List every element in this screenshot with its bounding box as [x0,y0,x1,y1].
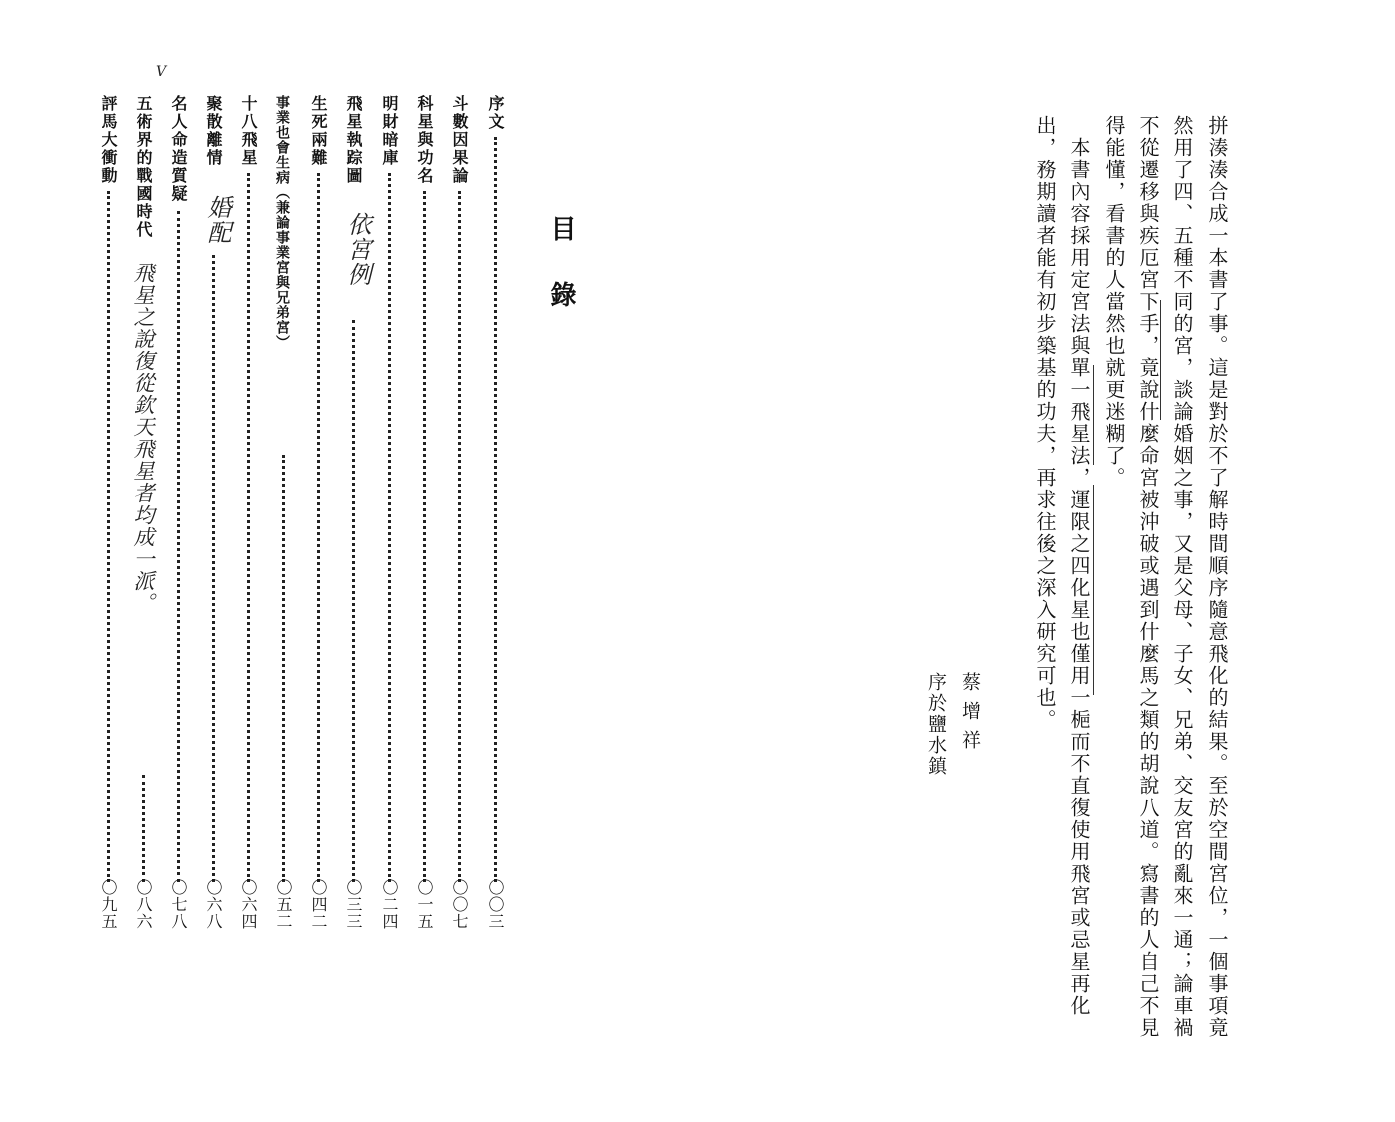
toc-entry-label: 斗數因果論 [450,95,469,185]
toc-entry [413,95,437,930]
underline-mark [1093,485,1094,695]
toc-entry-page: 〇七八 [169,879,188,930]
toc-leader-dots [107,191,110,882]
toc-entry-page: 〇四二 [309,879,328,930]
preface-place: 序於鹽水鎮 [925,672,947,777]
toc-entry [167,95,191,930]
toc-entry [272,95,296,930]
toc-entry-label: 明財暗庫 [380,95,399,167]
toc-entry [378,95,402,930]
toc-entry-label: 事業也會生病（兼論事業宮與兄弟宮） [274,95,290,350]
preface-line: 本書內容採用定宮法與單一飛星法，運限之四化星也僅用一梔而不直復使用飛宮或忌星再化 [1067,115,1091,1017]
toc-title: 目錄 [546,215,576,347]
toc-entry-label: 生死兩難 [309,95,328,167]
toc-entry-page: 〇〇三 [486,879,505,930]
preface-line: 拼湊湊合成一本書了事。這是對於不了解時間順序隨意飛化的結果。至於空間宮位，一個事項竟 [1205,115,1229,1039]
toc-entry-label: 名人命造質疑 [169,95,188,203]
toc-leader-dots [212,255,215,882]
handwritten-note: 依宮例 [343,212,371,287]
toc-entry-label: 五術界的戰國時代 [134,95,153,239]
toc-entry-label: 飛星執踪圖 [344,95,363,185]
toc-leader-dots [282,455,285,882]
toc-entry [484,95,508,930]
handwritten-note: 飛星之說復從欽天飛星者均成一派。 [131,262,155,614]
toc-leader-dots [423,191,426,882]
handwritten-mark: V [153,64,169,81]
preface-author: 蔡增祥 [959,672,981,759]
preface-line: 不從遷移與疾厄宮下手，竟說什麼命宮被沖破或遇到什麼馬之類的胡說八道。寫書的人自己不見 [1136,115,1160,1039]
toc-leader-dots [458,191,461,882]
toc-entry-label: 評馬大衝動 [99,95,118,185]
toc-entry-page: 〇九五 [99,879,118,930]
preface-line: 出，務期讀者能有初步築基的功夫，再求往後之深入研究可也。 [1033,115,1057,731]
toc-leader-dots [388,173,391,882]
preface-line: 然用了四、五種不同的宮，談論婚姻之事，又是父母、子女、兄弟、交友宮的亂來一通；論車禍 [1170,115,1194,1039]
toc-entry-page: 〇一五 [415,879,434,930]
toc-leader-dots [494,137,497,882]
toc-entry-page: 〇二四 [380,879,399,930]
toc-leader-dots [247,173,250,882]
toc-entry-label: 聚散離情 [204,95,223,167]
preface-line: 得能懂，看書的人當然也就更迷糊了。 [1102,115,1126,489]
toc-entry-label: 序文 [486,95,505,131]
toc-entry-page: 〇六八 [204,879,223,930]
toc-entry-page: 〇〇七 [450,879,469,930]
toc-entry-page: 〇八六 [134,879,153,930]
toc-entry [97,95,121,930]
toc-entry [237,95,261,930]
toc-entry-page: 〇三三 [344,879,363,930]
toc-entry-page: 〇六四 [239,879,258,930]
toc-entry [448,95,472,930]
toc-leader-dots [177,211,180,882]
toc-entry-page: 〇五二 [274,879,293,930]
toc-leader-dots [317,173,320,882]
toc-leader-dots [142,775,145,882]
underline-mark [1160,300,1161,420]
handwritten-note: 婚配 [203,195,231,245]
toc-leader-dots [352,320,355,882]
underline-mark [1093,365,1094,465]
toc-entry-label: 科星與功名 [415,95,434,185]
toc-entry [307,95,331,930]
toc-entry-label: 十八飛星 [239,95,258,167]
